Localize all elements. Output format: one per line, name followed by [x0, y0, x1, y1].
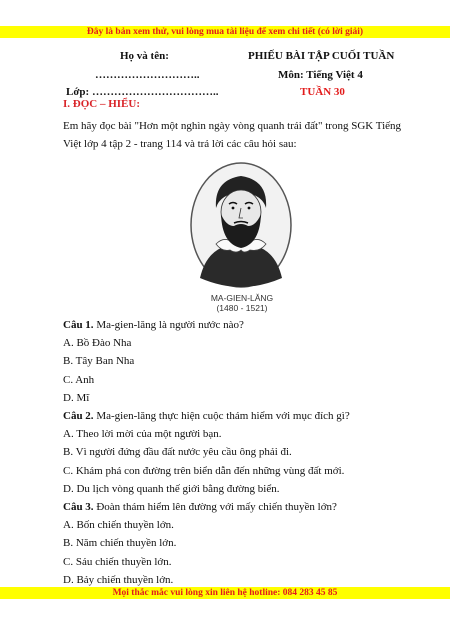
- question-1-text: Ma-gien-lăng là người nước nào?: [93, 319, 244, 331]
- q2-option-c: C. Khám phá con đường trên biển dẫn đến những vùng đất mới.: [63, 465, 345, 477]
- name-dots: ………………………..: [95, 69, 200, 81]
- section-title: I. ĐỌC – HIỂU:: [63, 98, 141, 110]
- hotline-banner: Mọi thắc mắc vui lòng xin liên hệ hotline: 084 283 45 85: [0, 587, 450, 599]
- q1-option-d: D. Mĩ: [63, 392, 90, 404]
- class-label: Lớp: ……………………………..: [66, 86, 219, 98]
- question-2: [63, 409, 350, 423]
- week-label: TUẦN 30: [300, 86, 345, 98]
- q2-option-b: B. Vì người đứng đầu đất nước yêu cầu ông phải đi.: [63, 446, 292, 458]
- q1-option-b: B. Tây Ban Nha: [63, 355, 135, 367]
- q3-option-a: A. Bốn chiến thuyền lớn.: [63, 519, 174, 531]
- question-3-label: Câu 3.: [63, 501, 94, 513]
- q3-option-c: C. Sáu chiến thuyền lớn.: [63, 556, 172, 568]
- sheet-title: PHIẾU BÀI TẬP CUỐI TUẦN: [248, 50, 395, 62]
- q3-option-d: D. Bảy chiến thuyền lớn.: [63, 574, 174, 586]
- q2-option-a: A. Theo lời mời của một người bạn.: [63, 428, 222, 440]
- q3-option-b: B. Năm chiến thuyền lớn.: [63, 537, 177, 549]
- question-2-label: Câu 2.: [63, 410, 94, 422]
- q1-option-a: A. Bồ Đào Nha: [63, 337, 132, 349]
- portrait-caption-years: (1480 - 1521): [216, 303, 268, 313]
- intro-line-1: Em hãy đọc bài "Hơn một nghìn ngày vòng quanh trái đất" trong SGK Tiếng: [63, 120, 402, 132]
- question-3-text: Đoàn thám hiểm lên đường với mấy chiến thuyền lớn?: [93, 501, 337, 513]
- portrait-caption: [197, 293, 287, 313]
- portrait-caption-name: MA-GIEN-LĂNG: [210, 293, 274, 303]
- portrait-image: [186, 160, 296, 295]
- preview-banner: Đây là bản xem thử, vui lòng mua tài liệu để xem chi tiết (có lời giải): [0, 26, 450, 38]
- q1-option-c: C. Anh: [63, 374, 95, 386]
- subject-label: Môn: Tiếng Việt 4: [278, 69, 363, 81]
- intro-line-2: Việt lớp 4 tập 2 - trang 114 và trả lời các câu hỏi sau:: [63, 138, 297, 150]
- question-2-text: Ma-gien-lăng thực hiện cuộc thám hiểm với mục đích gì?: [93, 410, 350, 422]
- portrait-engraving-icon: [186, 160, 296, 290]
- q2-option-d: D. Du lịch vòng quanh thế giới bằng đường biển.: [63, 483, 280, 495]
- question-1-label: Câu 1.: [63, 319, 94, 331]
- question-1: [63, 318, 244, 332]
- name-label: Họ và tên:: [120, 50, 169, 62]
- question-3: [63, 500, 337, 514]
